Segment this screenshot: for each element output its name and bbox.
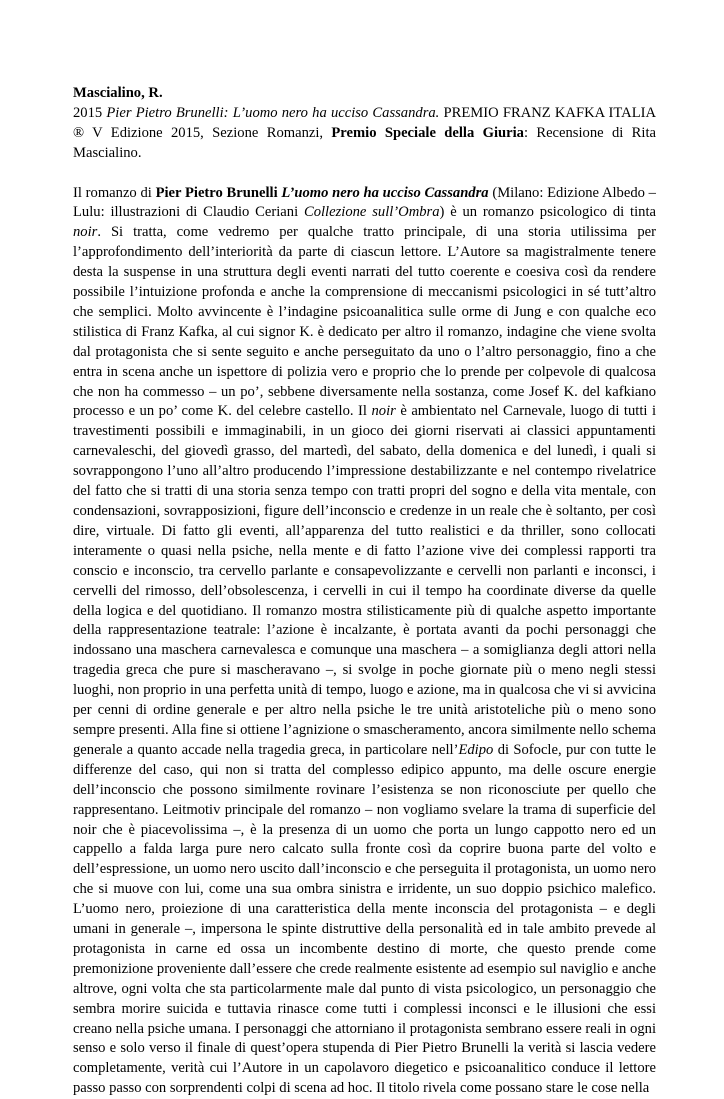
body-publisher: (Milano: Edizione Albedo – Lulu: illustrazioni di Claudio Ceriani xyxy=(73,184,656,221)
body-genre: ) è un romanzo psicologico di tinta xyxy=(439,204,656,221)
citation-prize: PREMIO FRANZ KAFKA ITALIA ® V Edizione 2015, Sezione Romanzi, xyxy=(73,104,657,141)
document-page xyxy=(73,84,656,1099)
body-text-part-2: è ambientato nel Carnevale, luogo di tutti i travestimenti possibili e immaginabili, in un gioco dei giorni riservati ai classici appuntamenti carnevaleschi, del giovedì grasso, del martedì, del sabato, della domenica e del lunedì, i quali si sovrappongono l’uno all’altro producendo l’impressione destabilizzante e nel contempo rivelatrice del fatto che si tratti di una storia senza tempo con tratti propri del sogno e della vita mentale, con condensazioni, sovrapposizioni, figure dell’inconscio e credenze in un reale che è soltanto, per così dire, virtuale. Di fatto gli eventi, all’apparenza del tutto realistici e da thriller, sono collocati interamente o quasi nella psiche, nella mente e di fatto l’azione vive dei complessi rapporti tra conscio e inconscio, tra cervello parlante e consapevolizzante e cervelli non parlanti e inconsci, i cervelli del rimosso, dell’obsolescenza, i cervelli in cui il tempo ha coordinate diverse da quelle della logica e del quotidiano. Il romanzo mostra stilisticamente più di qualche aspetto importante della rappresentazione teatrale: l’azione è incalzante, è portata avanti da pochi personaggi che indossano una maschera carnevalesca e comunque una maschera – a somiglianza degli attori nella tragedia greca che pure si mascheravano –, si svolge in poche giornate più o meno negli stessi luoghi, non proprio in una perfetta unità di tempo, luogo e azione, ma in qualcosa che vi si avvicina per cenni di ordine generale e per altro nella psiche le tre unità aristoteliche più o meno sono sempre presenti. Alla fine si ottiene l’agnizione o smascheramento, ancora similmente nello schema generale a quanto accade nella tragedia greca, in particolare nell’ xyxy=(73,403,656,758)
citation-author: Mascialino, R. xyxy=(73,85,163,101)
citation-year: 2015 xyxy=(73,104,103,121)
body-noir-first: noir xyxy=(73,224,98,241)
body-noir-second: noir xyxy=(371,403,396,420)
citation-block xyxy=(73,84,656,164)
body-author-name: Pier Pietro Brunelli xyxy=(155,184,278,201)
body-intro: Il romanzo di xyxy=(73,184,152,201)
body-novel-title: L’uomo nero ha ucciso Cassandra xyxy=(281,184,489,201)
body-edipo: Edipo xyxy=(458,741,494,758)
review-body xyxy=(73,184,656,1099)
paragraph-gap xyxy=(73,164,656,184)
body-text-part-1: . Si tratta, come vedremo per qualche tratto principale, di una storia utilissima per l’approfondimento dell’interiorità da parte di ciascun lettore. L’Autore sa magistralmente tenere desta la suspense in una struttura degli eventi narrati del tutto coerente e coesiva così da rendere possibile l’intuizione profonda e anche la comprensione di meccanismi psicologici in sé tutt’altro che semplici. Molto avvincente è l’indagine psicoanalitica sulle orme di Jung e con qualche eco stilistica di Franz Kafka, al cui signor K. è dedicato per altro il romanzo, indagine che viene svolta dal protagonista che si sente seguito e anche perseguitato da uno o l’altro personaggio, fino a che entra in scena anche un ispettore di polizia vero e proprio che lo prende per colpevole di qualcosa che non ha commesso – un po’, sebbene diversamente nella sostanza, come Josef K. del kafkiano processo e un po’ come K. del celebre castello. Il xyxy=(73,224,656,420)
citation-special-prize: Premio Speciale della Giuria xyxy=(331,124,524,141)
body-text-part-3: di Sofocle, pur con tutte le differenze del caso, qui non si tratta del complesso edipico appunto, ma delle oscure energie dell’inconscio che possono similmente rovinare l’esistenza se non riconosciute per quello che rappresentano. Leitmotiv principale del romanzo – non vogliamo svelare la trama di superficie del noir che è piacevolissima –, è la presenza di un uomo che porta un lungo cappotto nero ed un cappello a falda larga pure nero calcato sulla fronte così da coprire buona parte del volto e dell’espressione, un uomo nero uscito dall’inconscio e che perseguita il protagonista, un uomo nero che si muove con lui, come una sua ombra sinistra e irridente, un suo doppio psichico malefico. L’uomo nero, proiezione di una caratteristica della mente inconscia del protagonista – e degli umani in generale –, impersona le spinte distruttive della personalità ed in tale ambito prevede al protagonista in carne ed ossa un incombente destino di morte, che questo prende come premonizione proveniente dall’essere che crede realmente esistente ad esempio sul naviglio e anche altrove, ogni volta che sta particolarmente male dal punto di vista psicologico, un personaggio che sembra morire suicida e tuttavia rinasce come tutti i complessi inconsci e le illusioni che essi creano nella psiche umana. I personaggi che attorniano il protagonista sembrano essere reali in ogni senso e solo verso il finale di quest’opera stupenda di Pier Pietro Brunelli la verità si lascia vedere completamente, verità cui l’Autore in un capolavoro diegetico e psicoanalitico conduce il lettore passo passo con sorprendenti colpi di scena ad hoc. Il titolo rivela come possano stare le cose nella xyxy=(73,741,656,1097)
body-collection: Collezione sull’Ombra xyxy=(303,204,440,221)
citation-book-title: Pier Pietro Brunelli: L’uomo nero ha ucciso Cassandra. xyxy=(106,104,440,121)
citation-review: : Recensione di Rita Mascialino. xyxy=(73,124,656,161)
